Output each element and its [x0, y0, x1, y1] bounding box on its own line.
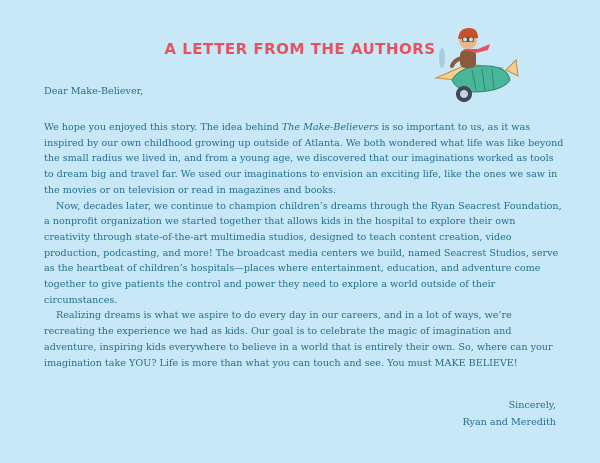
- letter-body: [44, 120, 564, 371]
- salutation: Dear Make-Believer,: [44, 86, 144, 97]
- letter-title: A LETTER FROM THE AUTHORS: [164, 40, 436, 58]
- paragraph-1-text-end: is so important to us, as it was inspired by our own childhood growing up outside of Atlanta. We both wondered what life was like beyond the small radius we lived in, and from a young age, we discovered that our imaginations worked as tools to dream big and travel far. We used our imaginations to envision an exciting life, like the ones we saw in the movies or on television or read in magazines and books.: [44, 122, 564, 196]
- book-title: The Make-Believers: [281, 122, 379, 133]
- paragraph-3: Realizing dreams is what we aspire to do every day in our careers, and in a lot of ways, we’re recreating the experience we had as kids. Our goal is to celebrate the magic of imagination and adventure, inspiring kids everywhere to believe in a world that is entirely their own. So, where can your imagination take YOU? Life is more than what you can touch and see. You must MAKE BELIEVE!: [44, 310, 553, 369]
- paragraph-2: Now, decades later, we continue to champion children’s dreams through the Ryan Seacrest Foundation, a nonprofit organization we started together that allows kids in the hospital to explore their own creativity through state-of-the-art multimedia studios, designed to teach content creation, video production, podcasting, and more! The broadcast media centers we build, named Seacrest Studios, serve as the heartbeat of children’s hospitals—places where entertainment, education, and adventure come together to give patients the control and power they need to explore a world outside of their circumstances.: [44, 200, 562, 306]
- signoff: Sincerely,: [508, 400, 556, 411]
- signature: Ryan and Meredith: [462, 417, 556, 428]
- closing: [462, 397, 556, 431]
- paragraph-1-text-start: We hope you enjoyed this story. The idea behind: [44, 122, 282, 133]
- paragraph-1: [44, 120, 564, 199]
- kid-in-wheelchair-plane-illustration: [432, 20, 522, 108]
